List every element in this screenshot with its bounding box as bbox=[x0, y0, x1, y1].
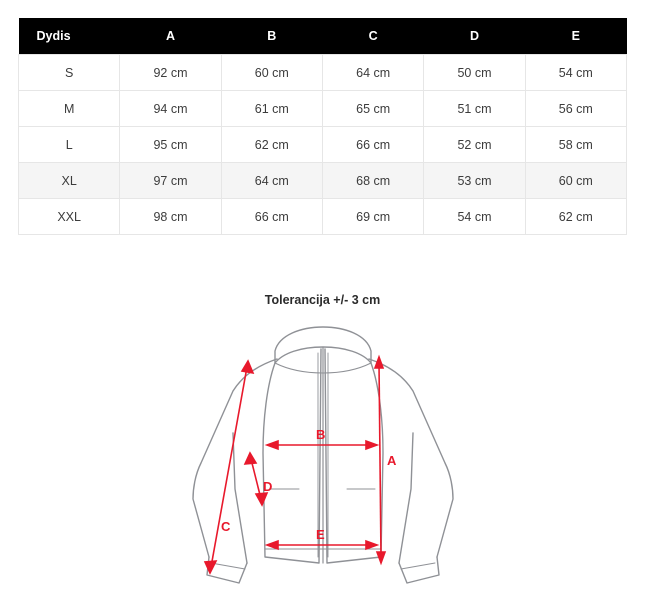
cell-size: L bbox=[19, 127, 120, 163]
cell-c: 68 cm bbox=[322, 163, 423, 199]
cell-a: 92 cm bbox=[120, 55, 221, 91]
measure-label-e: E bbox=[315, 527, 325, 542]
cell-c: 69 cm bbox=[322, 199, 423, 235]
column-header-d: D bbox=[424, 18, 525, 55]
cell-a: 98 cm bbox=[120, 199, 221, 235]
column-header-c: C bbox=[322, 18, 423, 55]
cell-a: 97 cm bbox=[120, 163, 221, 199]
column-header-b: B bbox=[221, 18, 322, 55]
cell-d: 54 cm bbox=[424, 199, 525, 235]
cell-a: 95 cm bbox=[120, 127, 221, 163]
table-row bbox=[19, 199, 627, 235]
table-row bbox=[19, 91, 627, 127]
cell-size: M bbox=[19, 91, 120, 127]
cell-c: 65 cm bbox=[322, 91, 423, 127]
measure-label-a: A bbox=[386, 453, 396, 468]
column-header-e: E bbox=[525, 18, 626, 55]
cell-e: 62 cm bbox=[525, 199, 626, 235]
cell-size: S bbox=[19, 55, 120, 91]
cell-b: 66 cm bbox=[221, 199, 322, 235]
cell-a: 94 cm bbox=[120, 91, 221, 127]
cell-c: 66 cm bbox=[322, 127, 423, 163]
tolerance-note: Tolerancija +/- 3 cm bbox=[264, 293, 381, 307]
cell-e: 56 cm bbox=[525, 91, 626, 127]
table-header-row bbox=[19, 18, 627, 55]
column-header-size: Dydis bbox=[19, 18, 120, 55]
cell-size: XL bbox=[19, 163, 120, 199]
cell-d: 52 cm bbox=[424, 127, 525, 163]
size-chart-table bbox=[18, 18, 627, 235]
garment-diagram bbox=[0, 313, 645, 613]
table-row bbox=[19, 55, 627, 91]
cell-e: 60 cm bbox=[525, 163, 626, 199]
cell-d: 50 cm bbox=[424, 55, 525, 91]
cell-b: 61 cm bbox=[221, 91, 322, 127]
cell-d: 53 cm bbox=[424, 163, 525, 199]
measurement-arrows bbox=[205, 357, 385, 573]
cell-e: 58 cm bbox=[525, 127, 626, 163]
cell-b: 64 cm bbox=[221, 163, 322, 199]
cell-b: 62 cm bbox=[221, 127, 322, 163]
cell-size: XXL bbox=[19, 199, 120, 235]
size-table-container bbox=[0, 0, 645, 235]
table-row bbox=[19, 127, 627, 163]
measure-label-d: D bbox=[262, 479, 272, 494]
column-header-a: A bbox=[120, 18, 221, 55]
measure-label-b: B bbox=[315, 427, 325, 442]
measure-label-c: C bbox=[220, 519, 230, 534]
cell-c: 64 cm bbox=[322, 55, 423, 91]
cell-d: 51 cm bbox=[424, 91, 525, 127]
table-row bbox=[19, 163, 627, 199]
table-body bbox=[19, 55, 627, 235]
cell-b: 60 cm bbox=[221, 55, 322, 91]
cell-e: 54 cm bbox=[525, 55, 626, 91]
table-header bbox=[19, 18, 627, 55]
